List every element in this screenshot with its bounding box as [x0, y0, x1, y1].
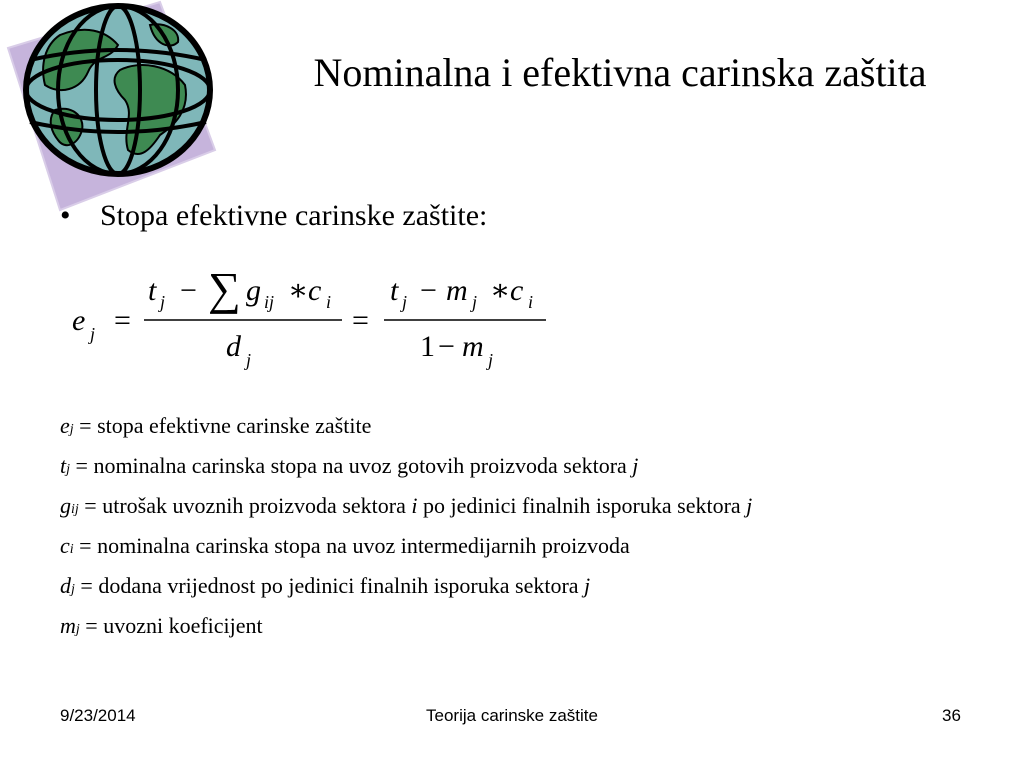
formula-t: t [148, 274, 157, 307]
definition-g [60, 488, 752, 528]
def-equals: = [79, 613, 104, 638]
effective-protection-formula [60, 262, 580, 382]
def-symbol: m [60, 613, 76, 638]
page-number: 36 [942, 706, 961, 725]
formula-d-sub: j [246, 350, 252, 370]
formula-minus-3: − [438, 330, 455, 363]
def-subscript: j [71, 582, 75, 597]
def-equals: = [74, 573, 99, 598]
formula-g-sub: ij [264, 292, 275, 312]
formula-sum: ∑ [208, 263, 241, 314]
formula-c2-sub: i [528, 292, 534, 312]
bullet-icon: • [60, 199, 71, 232]
formula-m: m [446, 274, 468, 307]
formula-minus-1: − [180, 274, 197, 307]
def-subscript: i [69, 542, 74, 557]
formula-m2: m [462, 330, 484, 363]
def-suffix: j [584, 573, 591, 598]
formula-t2-sub: j [402, 292, 408, 312]
formula-c2: c [510, 274, 524, 307]
formula-eq-1: = [114, 304, 131, 337]
formula-minus-2: − [420, 274, 437, 307]
formula-c-sub: i [326, 292, 332, 312]
def-symbol: c [60, 533, 70, 558]
formula-m-sub: j [472, 292, 478, 312]
definition-c [60, 528, 752, 568]
formula-c: c [308, 274, 322, 307]
formula-e: e [72, 304, 86, 337]
def-symbol: e [60, 413, 70, 438]
def-equals: = [73, 413, 98, 438]
bullet-item [60, 196, 487, 236]
bullet-text: Stopa efektivne carinske zaštite: [100, 199, 488, 232]
footer-date: 9/23/2014 [60, 706, 136, 725]
def-text: uvozni koeficijent [103, 613, 263, 638]
globe-icon [0, 0, 240, 215]
def-text: nominalna carinska stopa na uvoz gotovih proizvoda sektora [93, 453, 633, 478]
def-equals: = [78, 493, 103, 518]
formula-t2: t [390, 274, 399, 307]
formula-d: d [226, 330, 241, 363]
formula-e-sub: j [90, 324, 96, 344]
formula-m2-sub: j [488, 350, 494, 370]
definition-d [60, 568, 752, 608]
def-subscript: j [75, 622, 80, 637]
def-subscript: j [69, 422, 74, 437]
def-subscript: ij [71, 502, 79, 517]
definition-t [60, 448, 752, 488]
slide-title: Nominalna i efektivna carinska zaštita [313, 50, 927, 95]
def-text: nominalna carinska stopa na uvoz intermedijarnih proizvoda [97, 533, 630, 558]
def-text: stopa efektivne carinske zaštite [97, 413, 372, 438]
formula-star-2: ∗ [490, 274, 511, 307]
footer-title: Teorija carinske zaštite [426, 706, 598, 725]
formula-one: 1 [420, 330, 435, 363]
def-suffix: j [632, 453, 639, 478]
def-text: utrošak uvoznih proizvoda sektora [102, 493, 412, 518]
definition-m [60, 608, 752, 648]
def-equals: = [70, 453, 94, 478]
definition-e [60, 408, 752, 448]
def-text: dodana vrijednost po jedinici finalnih isporuka sektora [98, 573, 585, 598]
formula-g: g [246, 274, 261, 307]
def-suffix: j [746, 493, 753, 518]
def-symbol: d [60, 573, 71, 598]
def-equals: = [73, 533, 98, 558]
def-mid: i [411, 493, 418, 518]
formula-eq-2: = [352, 304, 369, 337]
def-symbol: g [60, 493, 71, 518]
definitions-list [60, 408, 752, 648]
def-symbol: t [60, 453, 67, 478]
def-subscript: j [66, 462, 71, 477]
def-text-2: po jedinici finalnih isporuka sektora [417, 493, 747, 518]
formula-t-sub: j [160, 292, 166, 312]
formula-star-1: ∗ [288, 274, 309, 307]
